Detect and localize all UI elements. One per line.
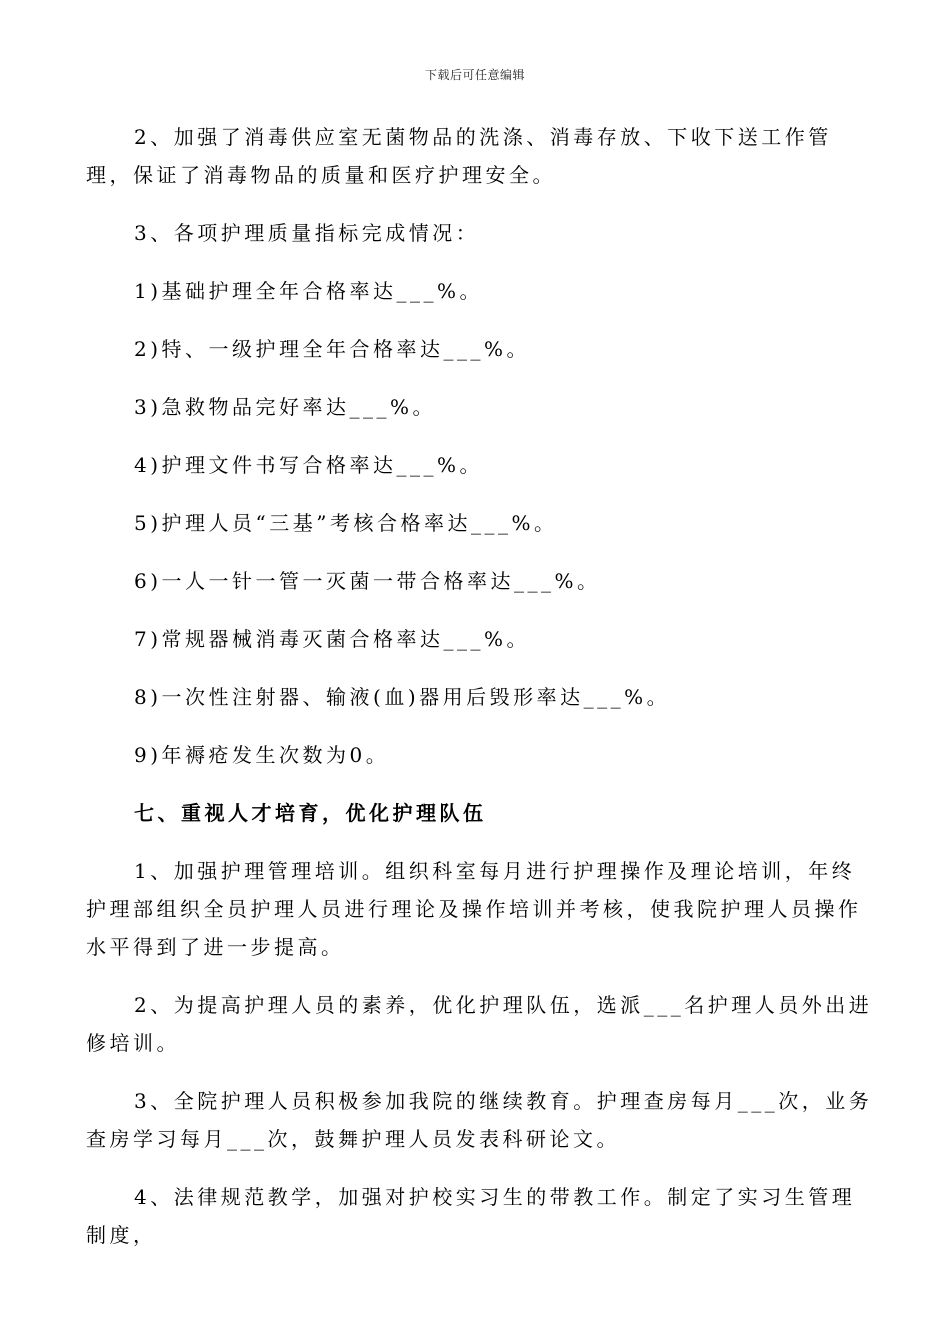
paragraph-further-study: 2、为提高护理人员的素养，优化护理队伍，选派___名护理人员外出进修培训。 — [86, 993, 873, 1055]
indicator-item: 5)护理人员“三基”考核合格率达___%。 — [134, 511, 558, 535]
paragraph-indicators-title: 3、各项护理质量指标完成情况： — [134, 221, 480, 245]
paragraph-disinfection: 2、加强了消毒供应室无菌物品的洗涤、消毒存放、下收下送工作管理，保证了消毒物品的质量和医疗护理安全。 — [86, 125, 832, 187]
header-note: 下载后可任意编辑 — [424, 68, 525, 82]
paragraph-intern-teaching: 4、法律规范教学，加强对护校实习生的带教工作。制定了实习生管理制度， — [86, 1185, 856, 1247]
indicator-item: 9)年褥疮发生次数为0。 — [134, 743, 390, 767]
indicator-item: 6)一人一针一管一灭菌一带合格率达___%。 — [134, 569, 601, 593]
indicator-item: 3)急救物品完好率达___%。 — [134, 395, 437, 419]
section-heading: 七、重视人才培育，优化护理队伍 — [134, 801, 487, 825]
indicator-item: 8)一次性注射器、输液(血)器用后毁形率达___%。 — [134, 685, 671, 709]
paragraph-continuing-education: 3、全院护理人员积极参加我院的继续教育。护理查房每月___次，业务查房学习每月___次，鼓舞护理人员发表科研论文。 — [86, 1089, 873, 1151]
indicator-item: 2)特、一级护理全年合格率达___%。 — [134, 337, 531, 361]
document-body — [86, 118, 876, 1254]
indicator-item: 4)护理文件书写合格率达___%。 — [134, 453, 484, 477]
indicator-item: 7)常规器械消毒灭菌合格率达___%。 — [134, 627, 531, 651]
indicator-item: 1)基础护理全年合格率达___%。 — [134, 279, 484, 303]
paragraph-training: 1、加强护理管理培训。组织科室每月进行护理操作及理论培训，年终护理部组织全员护理人员进行理论及操作培训并考核，使我院护理人员操作水平得到了进一步提高。 — [86, 859, 862, 959]
